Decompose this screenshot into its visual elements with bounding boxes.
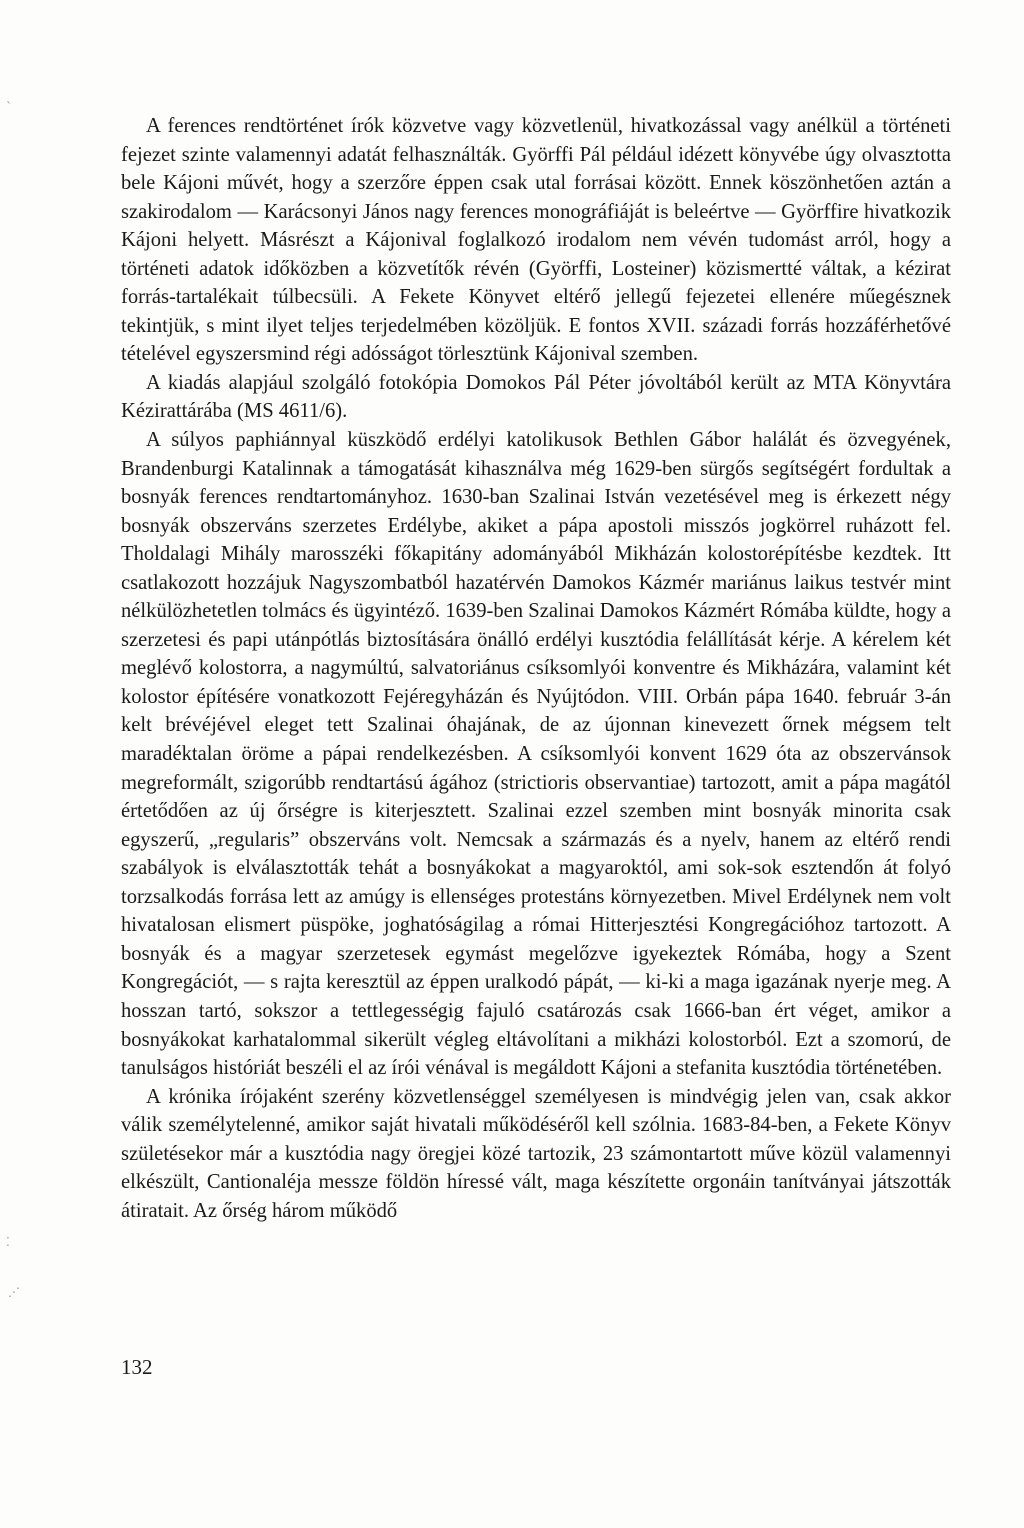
- paragraph-edition-basis: A kiadás alapjául szolgáló fotokópia Domokos Pál Péter jóvoltából került az MTA Könyvtára Kézirattárába (MS 4611/6).: [121, 371, 951, 423]
- paragraph-sources-usage: A ferences rendtörténet írók közvetve vagy közvetlenül, hivatkozással vagy anélkül a történeti fejezet szinte valamennyi adatát felhasználták. Györffi Pál például idézett könyvébe úgy olvasztotta bele Kájoni művét, hogy a szerzőre éppen csak utal forrásai között. Ennek köszönhetően aztán a szakirodalom — Karácsonyi János nagy ferences monográfiáját is beleértve — Györffire hivatkozik Kájoni helyett. Másrészt a Kájonival foglalkozó irodalom nem vévén tudomást arról, hogy a történeti adatok időközben a közvetítők révén (Györffi, Losteiner) közismertté váltak, a kézirat forrás-tartalékait túlbecsüli. A Fekete Könyvet eltérő jellegű fejezetei ellenére műegésznek tekintjük, s mint ilyet teljes terjedelmében közöljük. E fontos XVII. századi forrás hozzáférhetővé tételével egyszersmind régi adósságot törlesztünk Kájonival szemben.: [121, 115, 951, 366]
- paragraph-chronicle-author: A krónika írójaként szerény közvetlenséggel személyesen is mindvégig jelen van, csak akkor válik személytelenné, amikor saját hivatali működéséről kell szólnia. 1683-84-ben, a Fekete Könyv születésekor már a kusztódia nagy öregjei közé tartozik, 23 számontartott műve közül valamennyi elkészült, Cantionaléja messze földön híressé vált, maga készítette orgonáin tanítványai játszották átiratait. Az őrség három működő: [121, 1085, 951, 1222]
- body-text: [121, 112, 951, 1225]
- scan-artifact-mark: ⁚: [6, 1235, 10, 1249]
- scan-artifact-mark: ⋰: [8, 1285, 20, 1299]
- scan-artifact-mark: ˋ: [6, 100, 12, 114]
- paragraph-bosnian-franciscans: A súlyos paphiánnyal küszködő erdélyi katolikusok Bethlen Gábor halálát és özvegyének, Brandenburgi Katalinnak a támogatását kihasználva még 1629-ben sürgős segítségért fordultak a bosnyák ferences rendtartományhoz. 1630-ban Szalinai István vezetésével meg is érkezett négy bosnyák obszerváns szerzetes Erdélybe, akiket a pápa apostoli misszós jogkörrel ruházott fel. Tholdalagi Mihály marosszéki főkapitány adományából Mikházán kolostorépítésbe kezdtek. Itt csatlakozott hozzájuk Nagyszombatból hazatérvén Damokos Kázmér mariánus laikus testvér mint nélkülözhetetlen tolmács és ügyintéző. 1639-ben Szalinai Damokos Kázmért Rómába küldte, hogy a szerzetesi és papi utánpótlás biztosítására önálló erdélyi kusztódia felállítását kérje. A kérelem két meglévő kolostorra, a nagymúltú, salvatoriánus csíksomlyói konventre és Mikházára, valamint két kolostor építésére vonatkozott Fejéregyházán és Nyújtódon. VIII. Orbán pápa 1640. február 3-án kelt brévéjével eleget tett Szalinai óhajának, de az újonnan kinevezett őrnek mégsem telt maradéktalan öröme a pápai rendelkezésben. A csíksomlyói konvent 1629 óta az obszervánsok megreformált, szigorúbb rendtartású ágához (strictioris observantiae) tartozott, amit a pápa magától értetődően az új őrségre is kiterjesztett. Szalinai ezzel szemben mint bosnyák minorita csak egyszerű, „regularis” obszerváns volt. Nemcsak a származás és a nyelv, hanem az eltérő rendi szabályok is elválasztották tehát a bosnyákokat a magyaroktól, ami sok-sok esztendőn át folyó torzsalkodás forrása lett az amúgy is ellenséges protestáns környezetben. Mivel Erdélynek nem volt hivatalosan elismert püspöke, joghatóságilag a római Hitterjesztési Kongregációhoz tartozott. A bosnyák és a magyar szerzetesek egymást megelőzve igyekeztek Rómába, hogy a Szent Kongregációt, — s rajta keresztül az éppen uralkodó pápát, — ki-ki a maga igazának nyerje meg. A hosszan tartó, sokszor a tettlegességig fajuló csatározás csak 1666-ban ért véget, amikor a bosnyákokat karhatalommal sikerült végleg eltávolítani a mikházi kolostorból. Ezt a szomorú, de tanulságos históriát beszéli el az írói vénával is megáldott Kájoni a stefanita kusztódia történetében.: [121, 429, 951, 1080]
- page-number: 132: [121, 1355, 153, 1379]
